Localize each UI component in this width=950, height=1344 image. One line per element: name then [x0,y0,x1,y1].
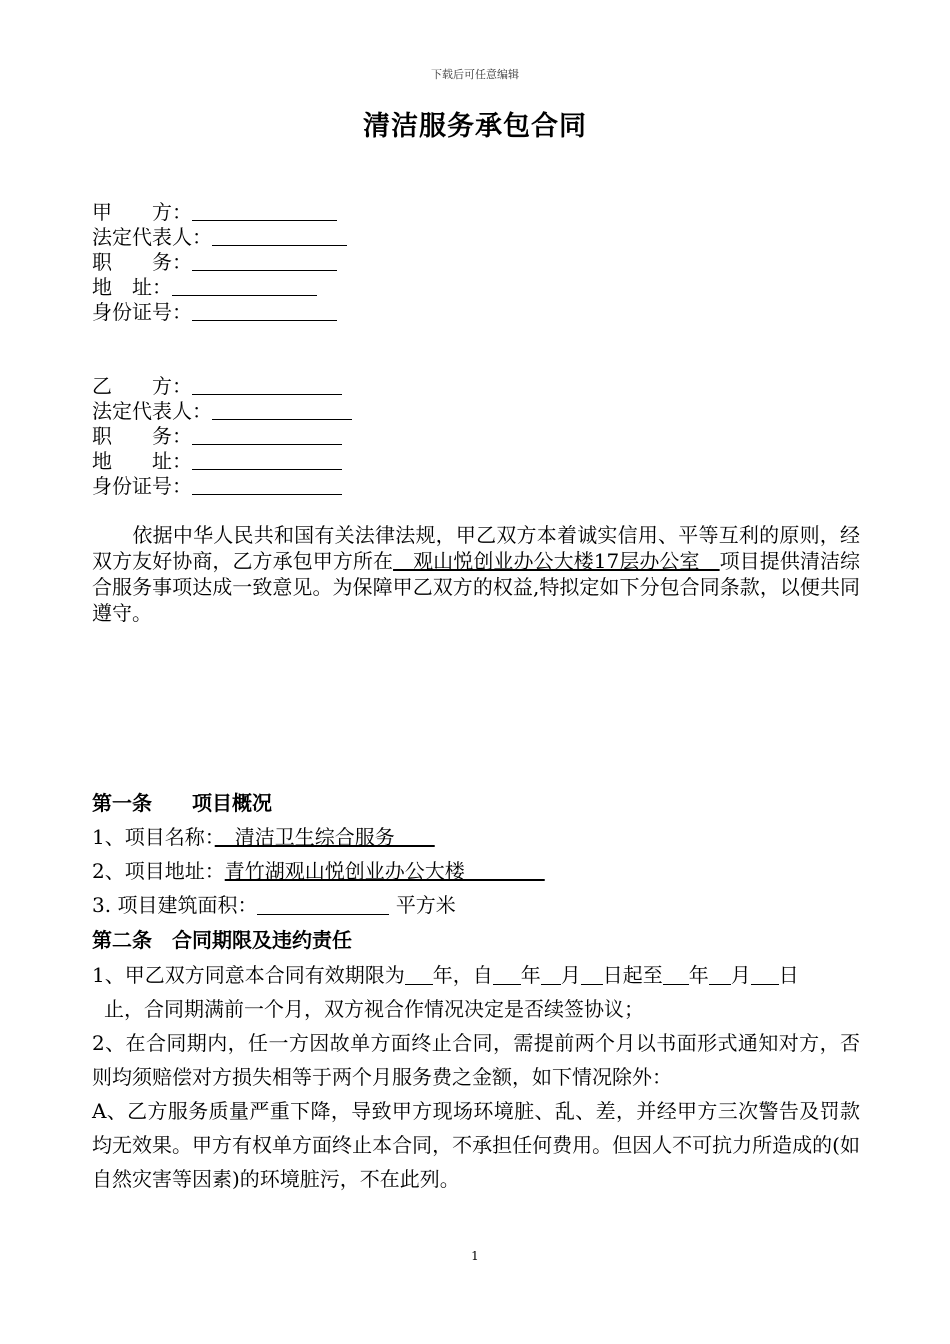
end-month-blank[interactable] [709,962,731,985]
party-b-title-blank[interactable] [192,424,342,445]
end-year-blank[interactable] [663,962,689,985]
party-b-title-label: 职 务： [92,424,192,448]
article-2-para-1 [92,958,860,1026]
party-b-id-label: 身份证号： [92,474,192,498]
intro-part-2: 项目提供清洁综合服务事项达成一致意见。为保障甲乙双方的权益,特拟定如下分包合同条款，以便共同遵守。 [92,549,861,625]
party-a-rep-blank[interactable] [212,225,347,246]
project-address-label: 2、项目地址： [92,859,225,883]
article-1-item-2 [92,854,860,888]
party-a-rep-label: 法定代表人： [92,225,212,249]
party-b-id-row [92,474,512,499]
contract-body [92,786,860,1196]
article-2-para-3: A、乙方服务质量严重下降，导致甲方现场环境脏、乱、差，并经甲方三次警告及罚款均无效果。甲方有权单方面终止本合同，不承担任何费用。但因人不可抗力所造成的(如自然灾害等因素)的环境脏污，不在此列。 [92,1099,860,1191]
party-a-name-label: 甲 方： [92,200,192,224]
party-a-address-label: 地 址： [92,275,172,299]
start-month-blank[interactable] [541,962,561,985]
party-a-title-label: 职 务： [92,250,192,274]
party-b-name-label: 乙 方： [92,374,192,398]
project-area-unit: 平方米 [395,893,456,917]
article-1-item-1 [92,820,860,854]
term-text-b: 年，自 [432,963,493,987]
party-b-address-row [92,449,512,474]
party-a-rep-row [92,225,512,250]
term-text-d: 月 [560,963,581,987]
article-2-title: 第二条 合同期限及违约责任 [92,928,352,952]
intro-paragraph [92,522,860,626]
party-a-address-blank[interactable] [172,275,317,296]
party-b-address-blank[interactable] [192,449,342,470]
article-1-item-3 [92,888,860,922]
term-years-blank[interactable] [405,962,433,985]
party-a-title-row [92,250,512,275]
party-b-name-row [92,374,512,399]
party-a-title-blank[interactable] [192,250,337,271]
article-1-title: 第一条 项目概况 [92,791,272,815]
term-text-a: 1、甲乙双方同意本合同有效期限为 [92,963,405,987]
party-b-address-label: 地 址： [92,449,192,473]
term-text-rest: 止，合同期满前一个月，双方视合作情况决定是否续签协议； [104,997,644,1021]
party-a-name-blank[interactable] [192,200,337,221]
term-text-g: 月 [730,963,751,987]
page-number: 1 [471,1249,479,1263]
start-year-blank[interactable] [493,962,521,985]
term-text-f: 年 [688,963,709,987]
party-a-id-row [92,300,512,325]
project-address-value: 青竹湖观山悦创业办公大楼 [224,859,545,883]
party-a-id-blank[interactable] [192,300,337,321]
party-a-block [92,200,512,325]
project-name-value: 清洁卫生综合服务 [214,825,435,849]
end-day-blank[interactable] [751,962,779,985]
party-b-rep-label: 法定代表人： [92,399,212,423]
party-a-name-row [92,200,512,225]
party-a-address-row [92,275,512,300]
intro-location: 观山悦创业办公大楼17层办公室 [393,549,720,573]
project-area-blank[interactable] [257,892,389,915]
party-b-id-blank[interactable] [192,474,342,495]
party-b-block [92,374,512,499]
term-text-e: 日起至 [602,963,663,987]
article-2-para-2: 2、在合同期内，任一方因故单方面终止合同，需提前两个月以书面形式通知对方，否则均须赔偿对方损失相等于两个月服务费之金额，如下情况除外： [92,1031,860,1089]
intro-part-1: 依据中华人民共和国有关法律法规，甲乙双方本着诚实信用、平等互利的原则，经双方友好协商，乙方承包甲方所在 [92,523,860,573]
party-b-rep-blank[interactable] [212,399,352,420]
party-b-rep-row [92,399,512,424]
term-text-c: 年 [520,963,541,987]
party-b-title-row [92,424,512,449]
start-day-blank[interactable] [581,962,603,985]
project-name-label: 1、项目名称： [92,825,215,849]
document-title: 清洁服务承包合同 [363,111,587,142]
party-a-id-label: 身份证号： [92,300,192,324]
project-area-label: 3. 项目建筑面积： [92,893,258,917]
term-text-h: 日 [778,963,799,987]
header-note: 下载后可任意编辑 [431,68,519,81]
party-b-name-blank[interactable] [192,374,342,395]
